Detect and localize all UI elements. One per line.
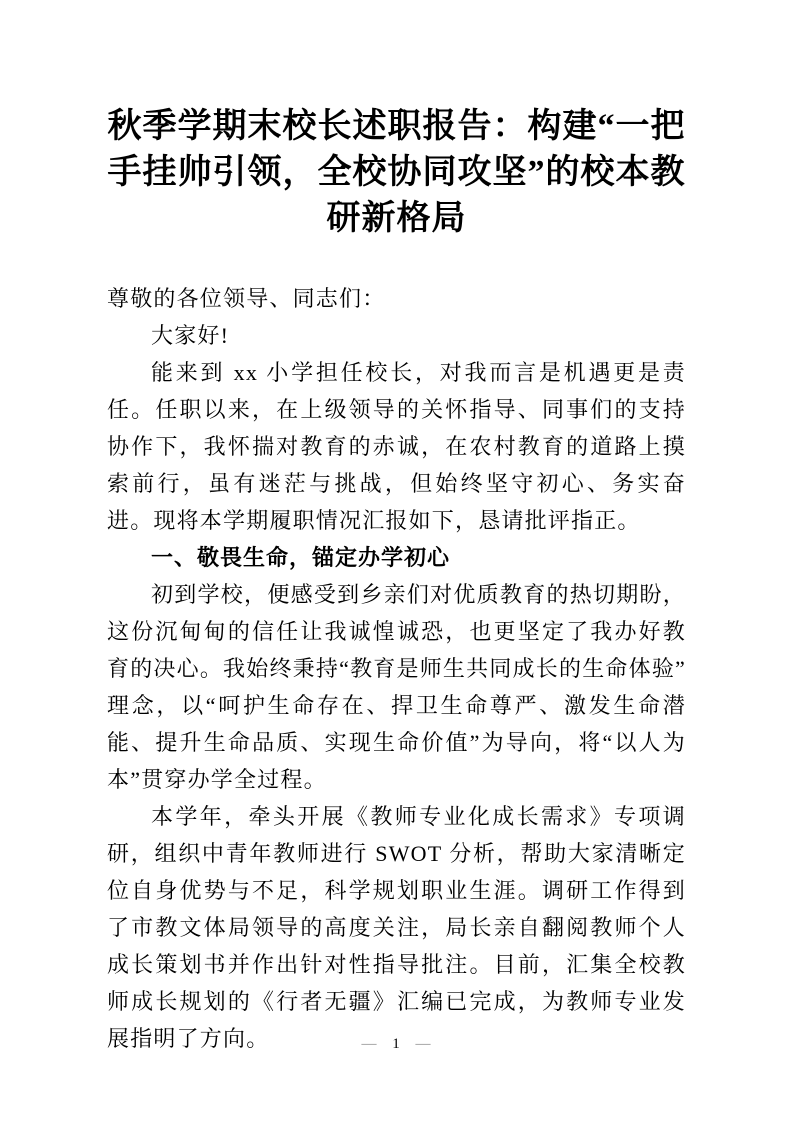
- page-footer: [0, 1034, 793, 1054]
- document-body: [107, 280, 686, 1057]
- footer-dash-right: —: [415, 1036, 432, 1052]
- footer-dash-left: —: [361, 1036, 378, 1052]
- greeting-line: 大家好!: [151, 323, 230, 348]
- intro-paragraph: 能来到 xx 小学担任校长，对我而言是机遇更是责任。任职以来，在上级领导的关怀指导、同事们的支持协作下，我怀揣对教育的赤诚，在农村教育的道路上摸索前行，虽有迷茫与挑战，但始终坚守初心、务实奋进。现将本学期履职情况汇报如下，恳请批评指正。: [107, 360, 686, 533]
- salutation-line: 尊敬的各位领导、同志们：: [107, 286, 386, 311]
- document-title: 秋季学期末校长述职报告：构建“一把手挂帅引领，全校协同攻坚”的校本教研新格局: [107, 108, 686, 237]
- page-number: 1: [392, 1036, 401, 1052]
- paragraph-research: 本学年，牵头开展《教师专业化成长需求》专项调研，组织中青年教师进行 SWOT 分析，帮助大家清晰定位自身优势与不足，科学规划职业生涯。调研工作得到了市教文体局领导的高度关注，局长亲自翻阅教师个人成长策划书并作出针对性指导批注。目前，汇集全校教师成长规划的《行者无疆》汇编已完成，为教师专业发展指明了方向。: [107, 804, 686, 1051]
- paragraph-mission: 初到学校，便感受到乡亲们对优质教育的热切期盼，这份沉甸甸的信任让我诚惶诚恐，也更坚定了我办好教育的决心。我始终秉持“教育是师生共同成长的生命体验”理念，以“呵护生命存在、捍卫生命尊严、激发生命潜能、提升生命品质、实现生命价值”为导向，将“以人为本”贯穿办学全过程。: [107, 582, 686, 792]
- section-heading-1: 一、敬畏生命，锚定办学初心: [151, 545, 451, 570]
